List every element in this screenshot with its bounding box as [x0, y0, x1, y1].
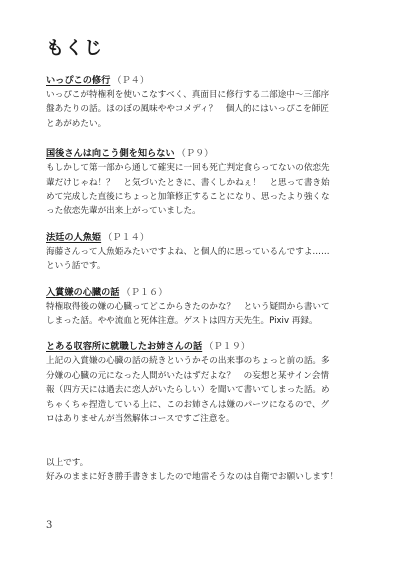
afterword-line: 好みのままに好き勝手書きましたので地雷そうなのは自衛でお願いします！	[46, 472, 339, 483]
toc-entry-title: 国後さんは向こう側を知らない	[46, 148, 175, 160]
toc-entry-description	[46, 300, 362, 329]
description-line: しまった話。やや流血と死体注意。ゲストは四方天先生。Pixiv 再録。	[46, 316, 318, 327]
description-line: めて完成した直後にちょっと加筆修正することになり、思ったより強くな	[46, 192, 330, 203]
toc-entry-description	[46, 161, 362, 219]
description-line: 分嫌の心臓の元になった人間がいたはずだよな？ の妄想と某サイン会情	[46, 370, 329, 381]
toc-entry-description	[46, 88, 362, 131]
toc-entry-title: 入賞嫌の心臓の話	[46, 286, 120, 298]
toc-entry-page-ref: （Ｐ９）	[176, 148, 214, 160]
description-line: 報（四方天には過去に恋人がいたらしい）を聞いて書いてしまった話。め	[46, 385, 330, 396]
toc-entry-heading	[46, 147, 362, 161]
toc-entry-description	[46, 354, 362, 426]
page-title: もくじ	[46, 38, 103, 59]
description-line: ロはありませんが当然解体コースですご注意を。	[46, 414, 235, 425]
toc-entry-page-ref: （Ｐ１９）	[204, 341, 251, 353]
description-line: 特権取得後の嫌の心臓ってどこからきたのかな？ という疑問から書いて	[46, 301, 330, 312]
description-line: 盤あたりの話。ほのぼの風味ややコメディ？ 個人的にはいっぴこを師匠	[46, 104, 329, 115]
description-line: 輩だけじゃね！？ と気づいたときに、書くしかねぇ！ と思って書き始	[46, 177, 330, 188]
toc-entry-heading	[46, 340, 362, 354]
description-line: った依恋先輩が出来上がっていました。	[46, 206, 201, 217]
toc-entry-heart	[46, 286, 362, 329]
description-line: ちゃくちゃ捏造している上に、このお姉さんは嫌のパーツになるので、グ	[46, 399, 330, 410]
toc-entry-page-ref: （Ｐ１６）	[121, 286, 168, 298]
toc-entry-title: いっぴこの修行	[46, 75, 111, 86]
toc-entry-title: とある収容所に就職したお姉さんの話	[46, 341, 203, 353]
toc-entry-page-ref: （Ｐ４）	[112, 75, 150, 86]
toc-entry-heading	[46, 231, 362, 245]
toc-entry-heading	[46, 74, 362, 88]
description-line: 海藤さんって人魚姫みたいですよね、と個人的に思っているんですよ……	[46, 246, 330, 257]
description-line: とあがめたい。	[46, 118, 107, 129]
toc-entry-mermaid	[46, 231, 362, 274]
toc-entry-title: 法廷の人魚姫	[46, 231, 102, 243]
toc-entry-onesan	[46, 340, 362, 426]
toc-entry-kunigo	[46, 147, 362, 219]
afterword	[46, 456, 366, 485]
description-line: という話です。	[46, 261, 106, 272]
description-line: もしかして第一部から通して確実に一回も死亡判定食らってないの依恋先	[46, 163, 330, 174]
description-line: いっぴこが特権利を使いこなすべく、真面目に修行する二部途中〜三部序	[46, 90, 330, 100]
toc-entry-ippiko	[46, 74, 362, 131]
toc-list	[46, 74, 362, 439]
toc-entry-description	[46, 245, 362, 274]
page-number: 3	[46, 520, 53, 531]
afterword-line: 以上です。	[46, 458, 89, 468]
description-line: 上記の入賞嫌の心臓の話の続きというかその出来事のちょっと前の話。多	[46, 356, 330, 367]
toc-entry-heading	[46, 286, 362, 300]
toc-entry-page-ref: （Ｐ１４）	[103, 231, 150, 243]
